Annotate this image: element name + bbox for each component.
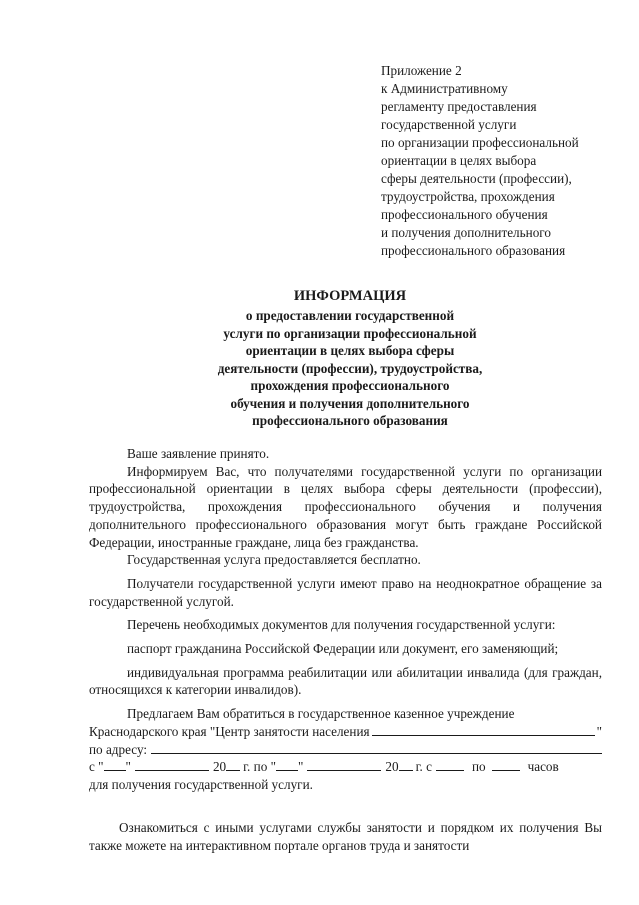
title-line: о предоставлении государственной: [245, 308, 455, 323]
title-line: деятельности (профессии), трудоустройства,: [217, 360, 483, 376]
paragraph-purpose: для получения государственной услуги.: [89, 776, 313, 792]
appendix-line: и получения дополнительного: [381, 225, 551, 240]
appendix-line: профессионального образования: [381, 243, 566, 258]
date-from-open-quote: с ": [89, 759, 104, 775]
hours-to-blank[interactable]: [492, 758, 520, 771]
title-line: услуги по организации профессиональной: [223, 325, 477, 341]
date-to-year-blank[interactable]: [399, 758, 413, 771]
appendix-line: регламенту предоставления: [381, 99, 537, 114]
title-line: профессионального образования: [252, 413, 448, 428]
date-to-close-quote: ": [297, 759, 304, 775]
date-from-day-blank[interactable]: [104, 758, 126, 771]
date-from-year-blank[interactable]: [226, 758, 240, 771]
hours-label: часов: [527, 759, 559, 775]
appendix-line: к Административному: [381, 81, 508, 96]
appendix-line: профессионального обучения: [381, 207, 548, 222]
paragraph-passport: паспорт гражданина Российской Федерации или документ, его заменяющий;: [127, 641, 559, 657]
title-line: обучения и получения дополнительного: [230, 395, 470, 411]
appendix-line: сферы деятельности (профессии),: [381, 171, 572, 186]
paragraph-ipra: индивидуальная программа реабилитации или абилитации инвалида (для граждан, относящихся к категории инвалидов).: [89, 664, 602, 698]
appendix-line: трудоустройства, прохождения: [381, 189, 555, 204]
paragraph-portal: Ознакомиться с иными услугами службы занятости и порядком их получения Вы также можете на интерактивном портале органов труда и занятости: [89, 820, 602, 853]
date-to-day-blank[interactable]: [276, 758, 298, 771]
date-to-open-quote: г. по ": [243, 759, 276, 775]
hours-from-label: г. с: [415, 759, 432, 775]
title-line: прохождения профессионального: [250, 378, 450, 393]
center-name-blank[interactable]: [372, 723, 595, 736]
paragraph-free: Государственная услуга предоставляется бесплатно.: [127, 552, 421, 568]
paragraph-offer: Предлагаем Вам обратиться в государственное казенное учреждение: [127, 706, 515, 722]
title-line: ориентации в целях выбора сферы: [245, 343, 455, 358]
address-label: по адресу:: [89, 741, 148, 757]
document-body: [89, 445, 602, 794]
paragraph-accepted: Ваше заявление принято.: [127, 446, 270, 461]
date-from-close-quote: ": [125, 759, 131, 775]
center-name-suffix: ": [596, 723, 602, 739]
paragraph-recipients: Информируем Вас, что получателями государственной услуги по организации профессиональной ориентации в целях выбора сферы деятельности (профессии), трудоустройства, прохождения профессионального обучения и получения дополнительного профессионального образования могут быть граждане Российской Федерации, иностранные граждане, лица без гражданства.: [89, 463, 602, 550]
paragraph-documents: Перечень необходимых документов для получения государственной услуги:: [127, 617, 556, 633]
hours-to-label: по: [471, 759, 486, 775]
address-line: [89, 741, 602, 759]
appendix-line: по организации профессиональной: [381, 135, 579, 150]
title-heading: ИНФОРМАЦИЯ: [293, 288, 407, 304]
date-line: [89, 758, 602, 776]
date-from-year: 20: [212, 759, 227, 775]
paragraph-repeat: Получатели государственной услуги имеют право на неоднократное обращение за государственной услугой.: [89, 575, 602, 609]
date-from-month-blank[interactable]: [135, 758, 209, 771]
appendix-line: государственной услуги: [381, 117, 517, 132]
appendix-line: ориентации в целях выбора: [381, 153, 537, 168]
center-name-line: [89, 723, 602, 741]
address-blank[interactable]: [151, 741, 602, 754]
document-title: [90, 286, 610, 430]
appendix-line: Приложение 2: [381, 63, 462, 78]
date-to-month-blank[interactable]: [307, 758, 381, 771]
center-name-prefix: Краснодарского края "Центр занятости населения: [89, 723, 370, 739]
hours-from-blank[interactable]: [436, 758, 464, 771]
appendix-note: [381, 62, 631, 260]
date-to-year: 20: [385, 759, 399, 775]
